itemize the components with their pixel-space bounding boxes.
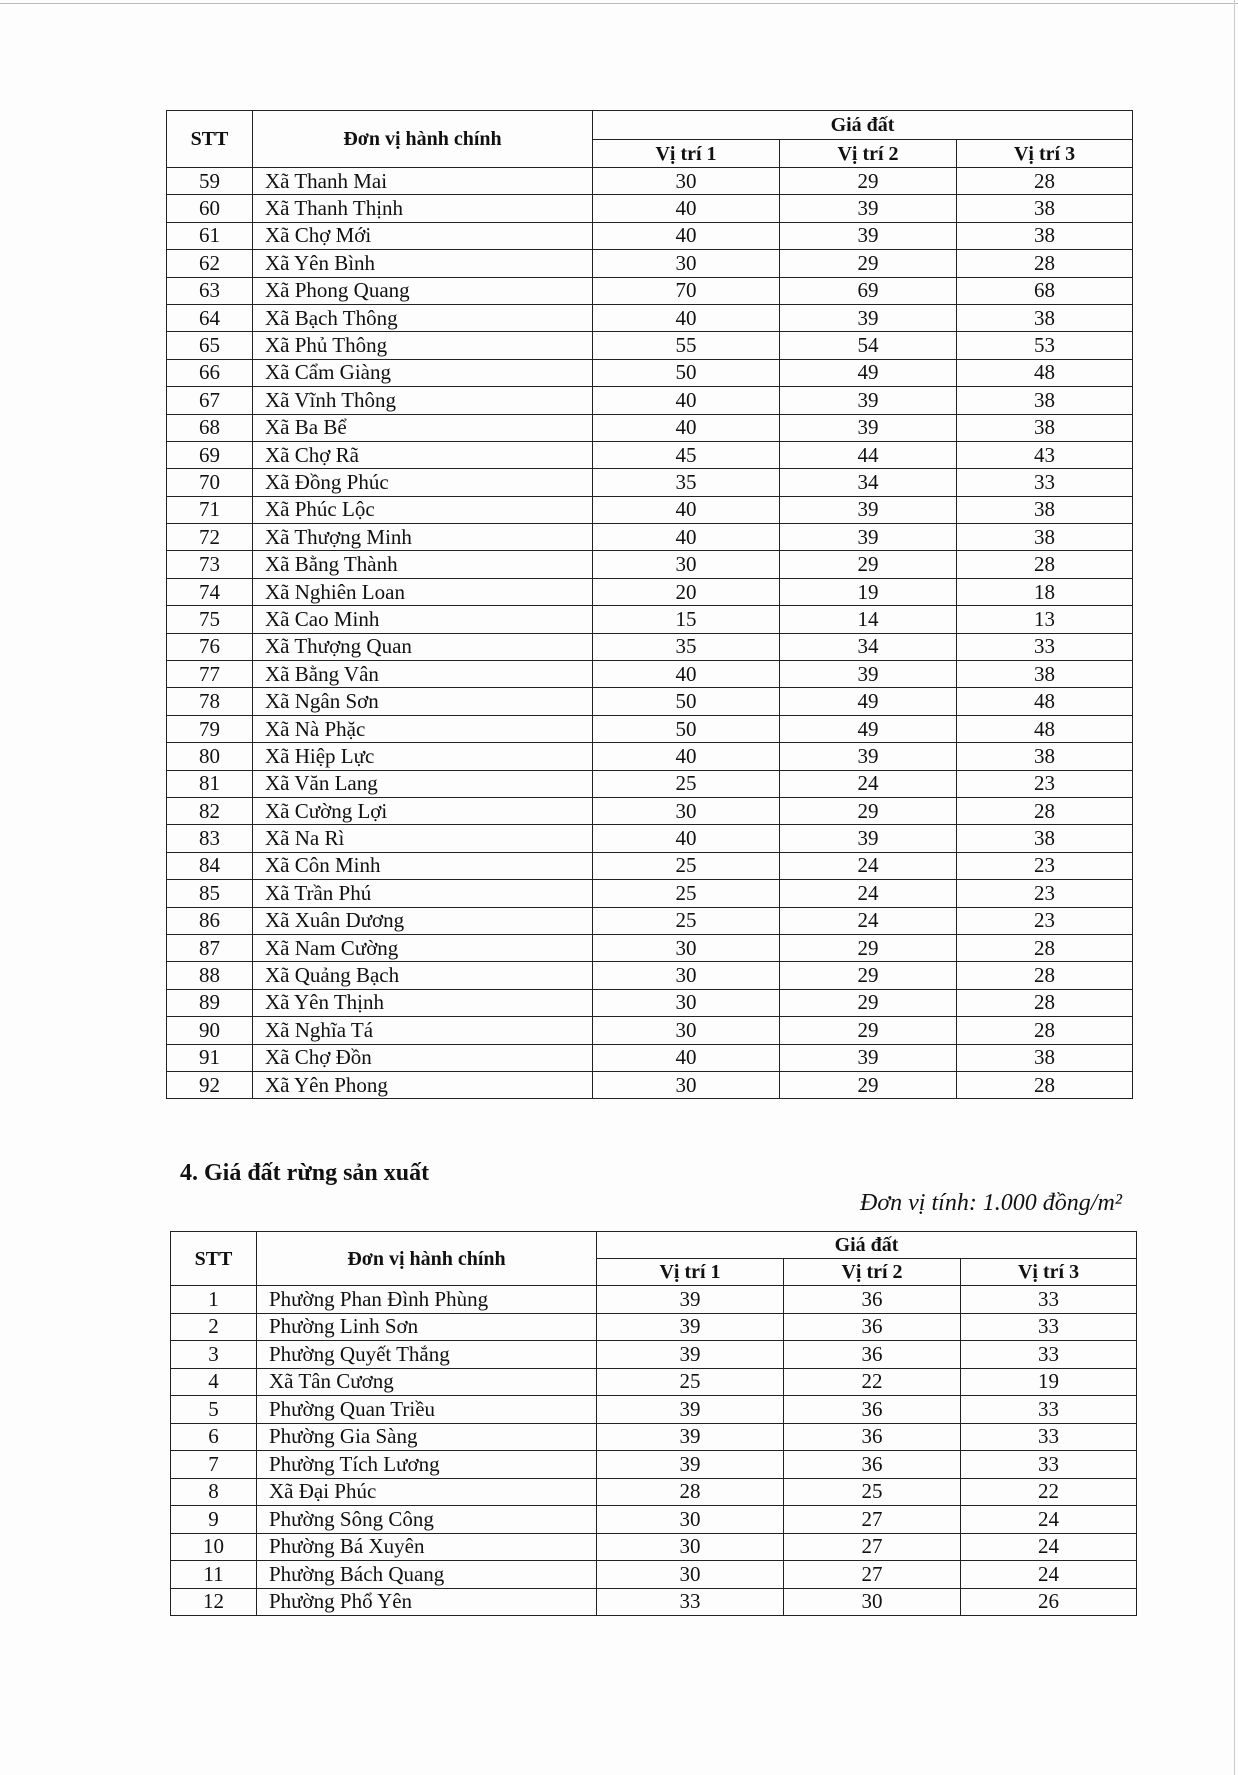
table-row [167,688,1133,715]
table-row [167,578,1133,605]
price-position-3: 38 [957,825,1133,852]
price-position-3: 23 [957,852,1133,879]
price-position-3: 28 [957,250,1133,277]
row-number: 7 [171,1451,257,1479]
price-position-1: 40 [593,661,780,688]
price-position-2: 14 [780,606,957,633]
unit-name: Phường Linh Sơn [257,1313,597,1341]
table-row [171,1313,1137,1341]
row-number: 85 [167,880,253,907]
price-position-3: 18 [957,578,1133,605]
table-row [167,797,1133,824]
row-number: 89 [167,989,253,1016]
price-position-2: 39 [780,743,957,770]
row-number: 63 [167,277,253,304]
price-position-3: 38 [957,222,1133,249]
header-stt: STT [171,1232,257,1286]
table-row [167,222,1133,249]
price-position-3: 23 [957,770,1133,797]
table-row [167,359,1133,386]
table-row [167,825,1133,852]
row-number: 92 [167,1071,253,1098]
price-position-3: 24 [961,1506,1137,1534]
price-position-1: 40 [593,825,780,852]
table-row [167,852,1133,879]
table-body [171,1286,1137,1616]
table-row [167,168,1133,195]
row-number: 2 [171,1313,257,1341]
price-position-3: 28 [957,797,1133,824]
row-number: 79 [167,715,253,742]
header-position-1: Vị trí 1 [593,140,780,168]
unit-name: Xã Yên Bình [253,250,593,277]
unit-name: Phường Quyết Thắng [257,1341,597,1369]
row-number: 82 [167,797,253,824]
price-position-3: 28 [957,1071,1133,1098]
price-position-3: 38 [957,661,1133,688]
price-position-3: 24 [961,1561,1137,1589]
price-position-2: 24 [780,852,957,879]
table-row [171,1423,1137,1451]
price-position-3: 38 [957,524,1133,551]
header-position-2: Vị trí 2 [784,1259,961,1286]
price-position-2: 39 [780,825,957,852]
unit-name: Xã Thanh Mai [253,168,593,195]
row-number: 67 [167,387,253,414]
price-position-3: 23 [957,880,1133,907]
price-position-1: 50 [593,359,780,386]
price-position-1: 30 [593,1071,780,1098]
price-position-1: 20 [593,578,780,605]
table-row [167,989,1133,1016]
price-position-3: 28 [957,168,1133,195]
price-position-2: 29 [780,551,957,578]
price-position-1: 39 [597,1396,784,1424]
unit-name: Xã Vĩnh Thông [253,387,593,414]
table-row [167,606,1133,633]
price-position-3: 48 [957,688,1133,715]
price-position-1: 39 [597,1341,784,1369]
row-number: 11 [171,1561,257,1589]
price-position-3: 33 [961,1396,1137,1424]
row-number: 12 [171,1588,257,1616]
price-position-2: 39 [780,496,957,523]
table-row [171,1451,1137,1479]
price-position-2: 34 [780,469,957,496]
unit-name: Phường Sông Công [257,1506,597,1534]
price-position-1: 30 [593,934,780,961]
table-row [167,387,1133,414]
price-position-2: 19 [780,578,957,605]
row-number: 72 [167,524,253,551]
header-price: Giá đất [593,111,1133,140]
unit-name: Xã Nghiên Loan [253,578,593,605]
row-number: 4 [171,1368,257,1396]
price-position-1: 30 [593,962,780,989]
unit-name: Xã Ngân Sơn [253,688,593,715]
unit-name: Phường Phổ Yên [257,1588,597,1616]
price-position-2: 27 [784,1506,961,1534]
price-position-3: 13 [957,606,1133,633]
table-row [167,661,1133,688]
price-position-2: 25 [784,1478,961,1506]
price-position-1: 40 [593,496,780,523]
price-position-1: 55 [593,332,780,359]
price-position-1: 40 [593,524,780,551]
row-number: 8 [171,1478,257,1506]
row-number: 75 [167,606,253,633]
price-position-2: 29 [780,1071,957,1098]
header-position-1: Vị trí 1 [597,1259,784,1286]
price-position-2: 29 [780,989,957,1016]
table-row [167,1071,1133,1098]
unit-name: Xã Chợ Mới [253,222,593,249]
price-position-3: 23 [957,907,1133,934]
row-number: 81 [167,770,253,797]
table-row [167,332,1133,359]
table-row [167,1044,1133,1071]
row-number: 84 [167,852,253,879]
price-table-continued [166,110,1133,1099]
table-row [171,1396,1137,1424]
table-row [167,195,1133,222]
price-position-2: 39 [780,387,957,414]
price-position-2: 36 [784,1423,961,1451]
price-position-3: 28 [957,934,1133,961]
unit-name: Xã Ba Bể [253,414,593,441]
row-number: 1 [171,1286,257,1314]
table-row [171,1341,1137,1369]
price-position-1: 28 [597,1478,784,1506]
row-number: 76 [167,633,253,660]
price-position-1: 30 [593,168,780,195]
table-row [171,1561,1137,1589]
unit-name: Xã Cẩm Giàng [253,359,593,386]
header-position-2: Vị trí 2 [780,140,957,168]
price-position-2: 39 [780,414,957,441]
price-position-3: 38 [957,496,1133,523]
table-body [167,168,1133,1099]
price-position-1: 70 [593,277,780,304]
price-position-2: 36 [784,1286,961,1314]
row-number: 6 [171,1423,257,1451]
price-position-2: 22 [784,1368,961,1396]
price-position-1: 30 [593,1017,780,1044]
unit-note: Đơn vị tính: 1.000 đồng/m² [860,1190,1122,1216]
price-position-1: 30 [597,1533,784,1561]
unit-name: Xã Phong Quang [253,277,593,304]
price-position-1: 40 [593,1044,780,1071]
price-position-2: 54 [780,332,957,359]
header-position-3: Vị trí 3 [961,1259,1137,1286]
price-position-1: 40 [593,414,780,441]
price-position-2: 29 [780,797,957,824]
price-position-1: 30 [593,551,780,578]
section-title: 4. Giá đất rừng sản xuất [180,1160,430,1186]
unit-name: Xã Chợ Rã [253,441,593,468]
price-position-1: 15 [593,606,780,633]
table-row [167,524,1133,551]
row-number: 80 [167,743,253,770]
price-position-1: 39 [597,1313,784,1341]
unit-name: Xã Tân Cương [257,1368,597,1396]
price-position-1: 39 [597,1451,784,1479]
table-row [167,880,1133,907]
price-position-1: 25 [597,1368,784,1396]
price-position-2: 36 [784,1341,961,1369]
price-position-1: 35 [593,633,780,660]
table-row [167,496,1133,523]
page-top-edge [0,3,1238,4]
price-position-1: 40 [593,304,780,331]
price-position-1: 35 [593,469,780,496]
unit-name: Xã Phủ Thông [253,332,593,359]
unit-name: Xã Bạch Thông [253,304,593,331]
unit-name: Xã Cường Lợi [253,797,593,824]
unit-name: Xã Thượng Minh [253,524,593,551]
price-position-3: 38 [957,304,1133,331]
unit-name: Xã Nà Phặc [253,715,593,742]
price-position-1: 33 [597,1588,784,1616]
row-number: 59 [167,168,253,195]
unit-name: Xã Cao Minh [253,606,593,633]
row-number: 3 [171,1341,257,1369]
table-row [167,1017,1133,1044]
price-position-2: 27 [784,1561,961,1589]
unit-name: Xã Thượng Quan [253,633,593,660]
table-row [167,715,1133,742]
unit-name: Xã Xuân Dương [253,907,593,934]
price-position-2: 29 [780,934,957,961]
price-position-2: 44 [780,441,957,468]
table-row [167,770,1133,797]
row-number: 10 [171,1533,257,1561]
price-position-3: 28 [957,989,1133,1016]
unit-name: Xã Văn Lang [253,770,593,797]
row-number: 74 [167,578,253,605]
price-position-1: 40 [593,387,780,414]
row-number: 68 [167,414,253,441]
unit-name: Xã Yên Thịnh [253,989,593,1016]
price-position-3: 53 [957,332,1133,359]
table-row [171,1533,1137,1561]
table-row [167,743,1133,770]
price-position-2: 69 [780,277,957,304]
price-position-3: 48 [957,715,1133,742]
unit-name: Xã Trần Phú [253,880,593,907]
unit-name: Phường Quan Triều [257,1396,597,1424]
unit-name: Xã Bằng Thành [253,551,593,578]
header-unit: Đơn vị hành chính [253,111,593,168]
unit-name: Xã Côn Minh [253,852,593,879]
row-number: 61 [167,222,253,249]
row-number: 5 [171,1396,257,1424]
unit-name: Xã Đại Phúc [257,1478,597,1506]
row-number: 86 [167,907,253,934]
row-number: 62 [167,250,253,277]
table-row [167,907,1133,934]
price-position-3: 28 [957,551,1133,578]
unit-name: Xã Hiệp Lực [253,743,593,770]
table-row [167,277,1133,304]
unit-name: Xã Thanh Thịnh [253,195,593,222]
price-position-3: 38 [957,387,1133,414]
price-position-1: 30 [593,250,780,277]
price-position-1: 30 [597,1506,784,1534]
table-row [171,1506,1137,1534]
price-position-1: 40 [593,743,780,770]
unit-name: Phường Phan Đình Phùng [257,1286,597,1314]
price-position-3: 48 [957,359,1133,386]
price-position-2: 39 [780,222,957,249]
table-row [167,304,1133,331]
unit-name: Phường Tích Lương [257,1451,597,1479]
price-position-3: 33 [961,1423,1137,1451]
table-row [171,1286,1137,1314]
unit-name: Xã Chợ Đồn [253,1044,593,1071]
table-row [167,633,1133,660]
price-position-2: 30 [784,1588,961,1616]
table-row [167,551,1133,578]
unit-name: Phường Bách Quang [257,1561,597,1589]
price-position-1: 45 [593,441,780,468]
price-position-2: 39 [780,1044,957,1071]
price-position-1: 25 [593,770,780,797]
unit-name: Xã Quảng Bạch [253,962,593,989]
price-position-2: 49 [780,688,957,715]
table-row [167,469,1133,496]
page-right-edge [1234,0,1235,1775]
price-position-3: 38 [957,195,1133,222]
table-row [167,414,1133,441]
row-number: 71 [167,496,253,523]
price-position-1: 50 [593,688,780,715]
table-row [171,1588,1137,1616]
row-number: 90 [167,1017,253,1044]
price-position-3: 43 [957,441,1133,468]
price-position-3: 33 [961,1341,1137,1369]
row-number: 78 [167,688,253,715]
price-position-1: 30 [597,1561,784,1589]
price-position-3: 33 [961,1313,1137,1341]
price-position-2: 36 [784,1451,961,1479]
price-position-2: 39 [780,524,957,551]
price-position-3: 68 [957,277,1133,304]
unit-name: Phường Bá Xuyên [257,1533,597,1561]
price-position-3: 28 [957,962,1133,989]
price-position-1: 25 [593,880,780,907]
price-position-2: 29 [780,1017,957,1044]
price-position-3: 33 [961,1286,1137,1314]
price-position-1: 50 [593,715,780,742]
price-position-1: 30 [593,797,780,824]
row-number: 60 [167,195,253,222]
table-row [167,934,1133,961]
row-number: 66 [167,359,253,386]
price-position-3: 33 [957,633,1133,660]
price-position-3: 33 [961,1451,1137,1479]
row-number: 73 [167,551,253,578]
production-forest-price-table [170,1231,1137,1616]
header-price: Giá đất [597,1232,1137,1259]
price-position-3: 24 [961,1533,1137,1561]
price-position-1: 39 [597,1286,784,1314]
row-number: 65 [167,332,253,359]
price-position-2: 34 [780,633,957,660]
price-position-1: 30 [593,989,780,1016]
price-position-3: 22 [961,1478,1137,1506]
table-row [167,441,1133,468]
unit-name: Xã Phúc Lộc [253,496,593,523]
row-number: 70 [167,469,253,496]
price-position-3: 19 [961,1368,1137,1396]
price-position-1: 25 [593,852,780,879]
table-row [167,250,1133,277]
unit-name: Xã Nghĩa Tá [253,1017,593,1044]
price-position-2: 29 [780,962,957,989]
row-number: 87 [167,934,253,961]
price-position-3: 38 [957,743,1133,770]
price-position-2: 27 [784,1533,961,1561]
table-row [171,1368,1137,1396]
price-position-2: 24 [780,880,957,907]
unit-name: Xã Nam Cường [253,934,593,961]
row-number: 88 [167,962,253,989]
unit-name: Xã Na Rì [253,825,593,852]
price-position-2: 49 [780,359,957,386]
header-position-3: Vị trí 3 [957,140,1133,168]
header-unit: Đơn vị hành chính [257,1232,597,1286]
unit-name: Xã Bằng Vân [253,661,593,688]
unit-name: Phường Gia Sàng [257,1423,597,1451]
header-stt: STT [167,111,253,168]
price-position-1: 40 [593,222,780,249]
price-position-3: 38 [957,414,1133,441]
price-position-2: 49 [780,715,957,742]
price-position-2: 39 [780,195,957,222]
row-number: 9 [171,1506,257,1534]
price-position-2: 36 [784,1313,961,1341]
unit-name: Xã Yên Phong [253,1071,593,1098]
price-position-2: 29 [780,250,957,277]
price-position-1: 25 [593,907,780,934]
table-row [171,1478,1137,1506]
price-position-3: 26 [961,1588,1137,1616]
price-position-2: 24 [780,907,957,934]
price-position-2: 24 [780,770,957,797]
price-position-3: 33 [957,469,1133,496]
price-position-1: 40 [593,195,780,222]
price-position-3: 38 [957,1044,1133,1071]
price-position-1: 39 [597,1423,784,1451]
price-position-2: 29 [780,168,957,195]
row-number: 77 [167,661,253,688]
row-number: 91 [167,1044,253,1071]
price-position-2: 36 [784,1396,961,1424]
price-position-2: 39 [780,304,957,331]
row-number: 69 [167,441,253,468]
row-number: 83 [167,825,253,852]
row-number: 64 [167,304,253,331]
unit-name: Xã Đồng Phúc [253,469,593,496]
table-row [167,962,1133,989]
price-position-2: 39 [780,661,957,688]
price-position-3: 28 [957,1017,1133,1044]
